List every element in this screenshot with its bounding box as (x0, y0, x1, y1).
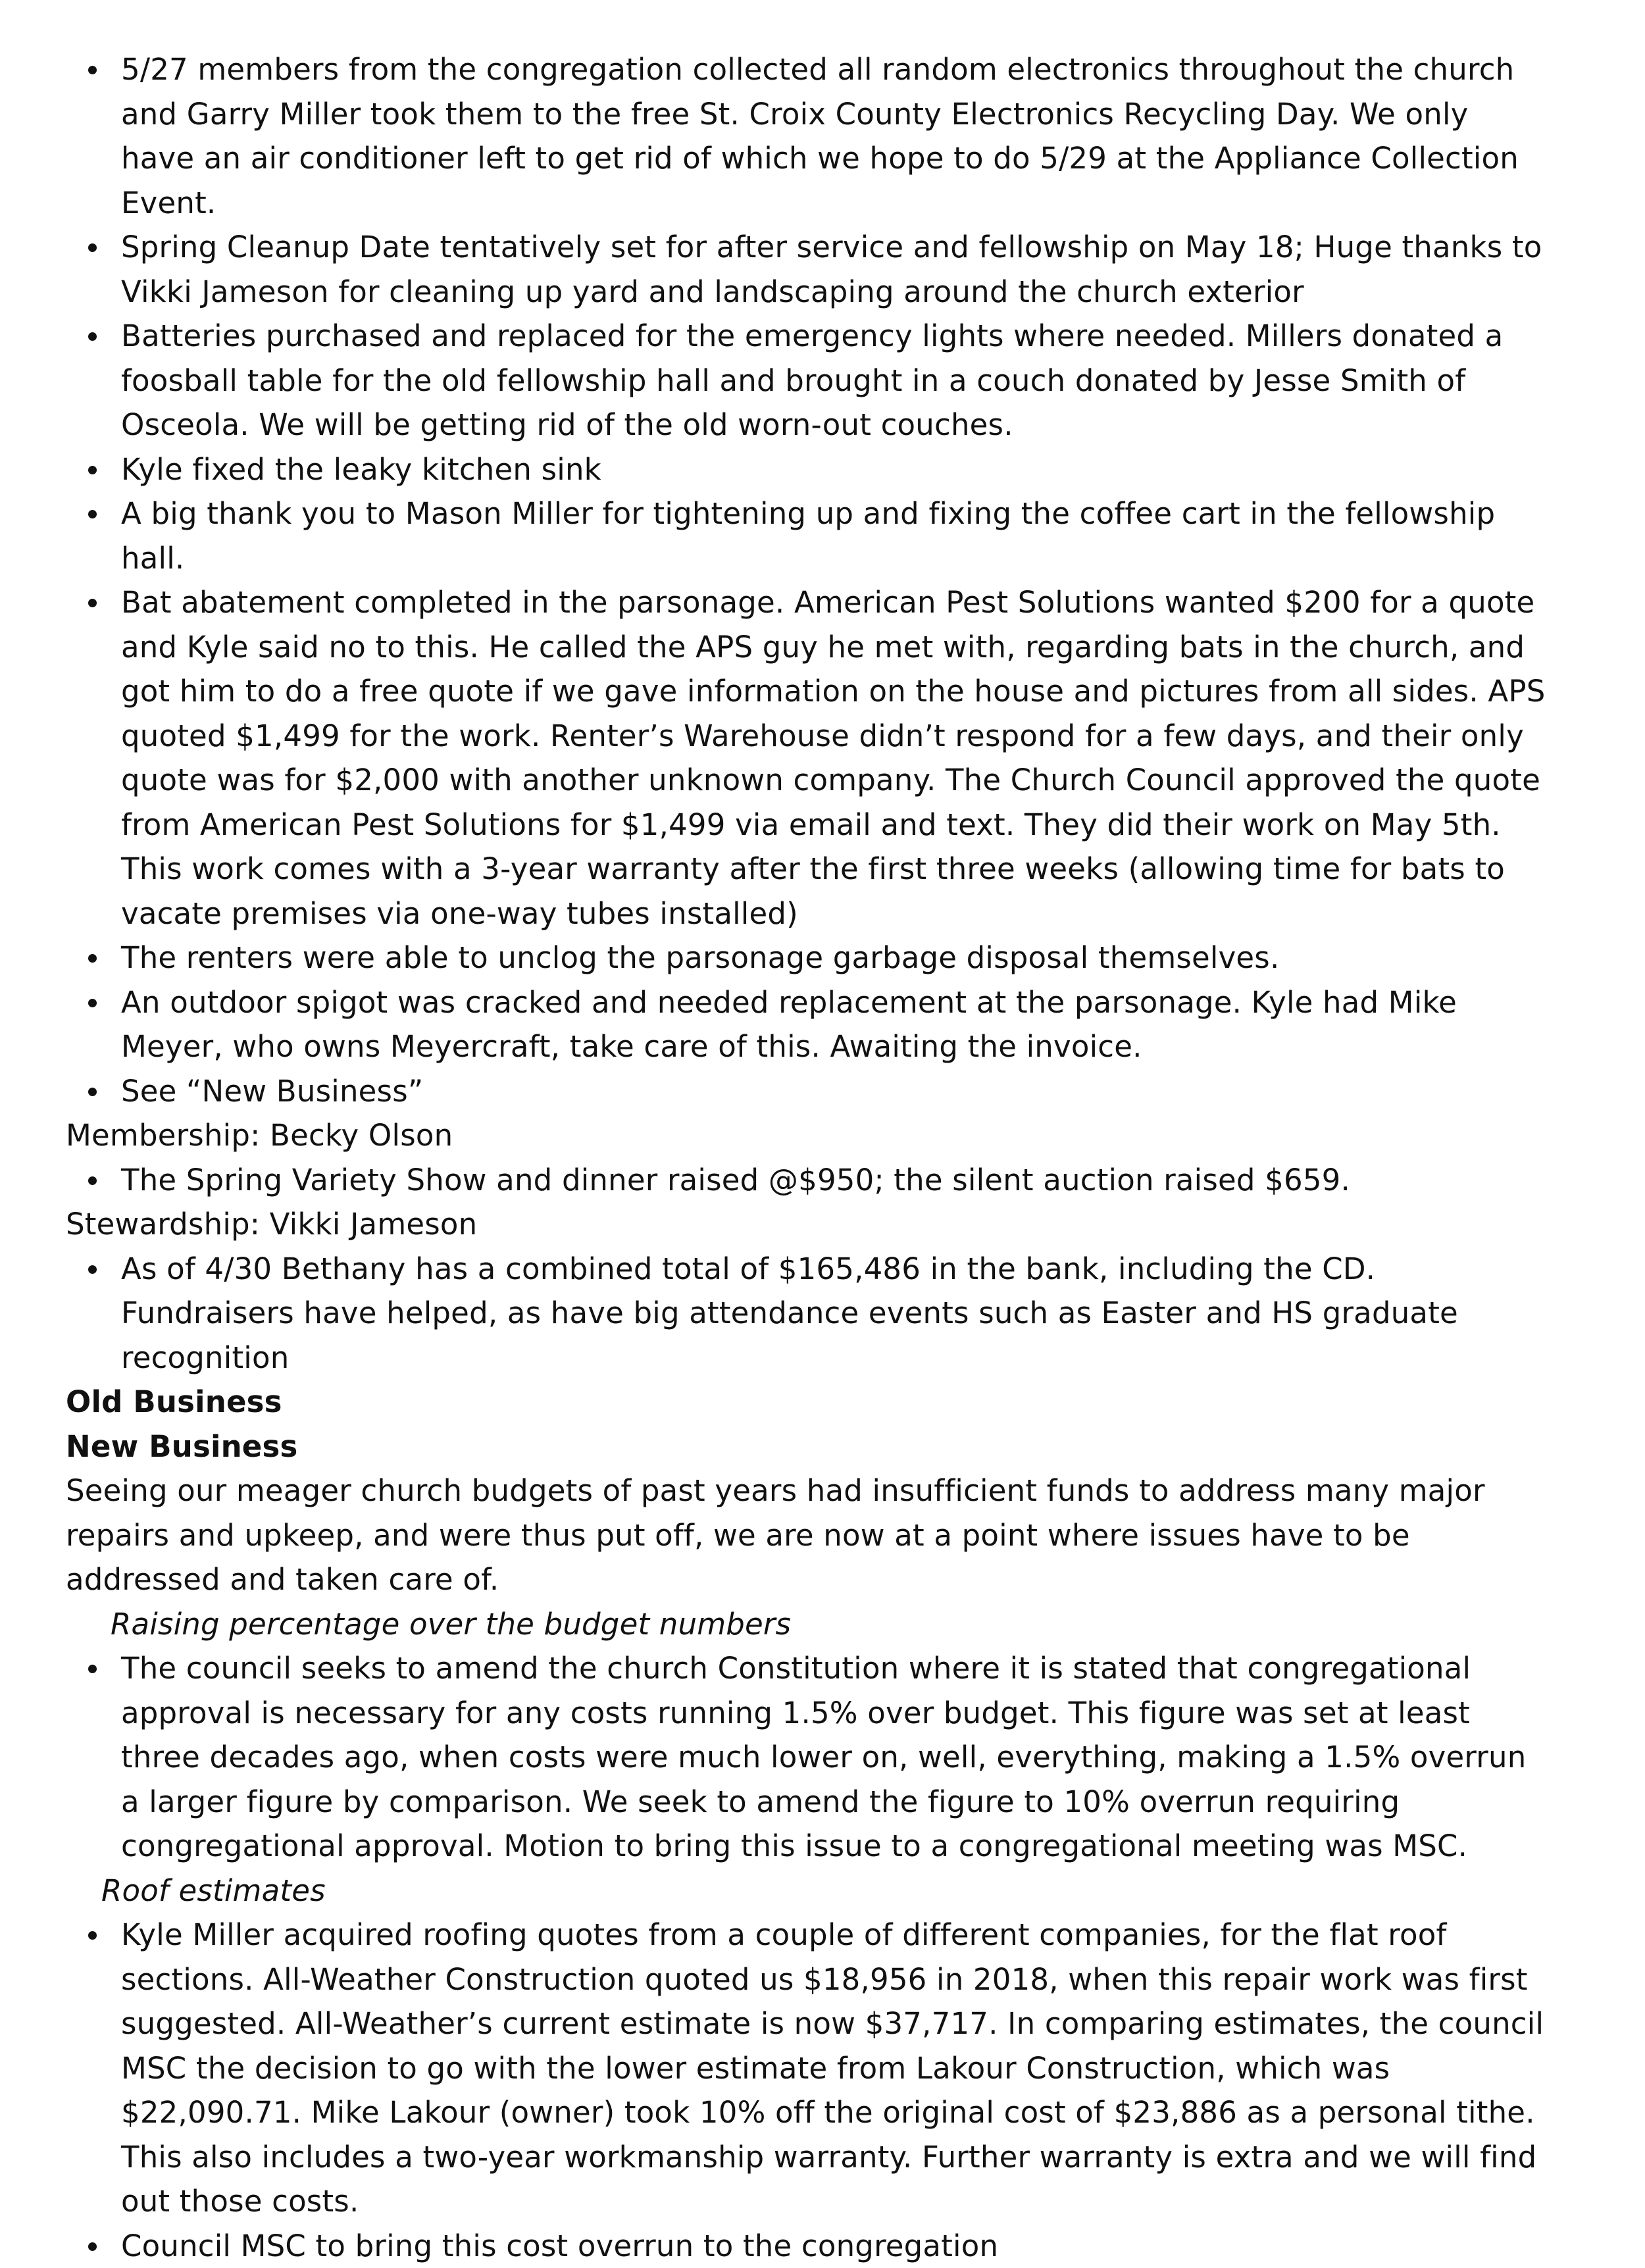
list-item: A big thank you to Mason Miller for tightening up and fixing the coffee cart in the fellowship hall. (66, 491, 1546, 580)
list-item: See “New Business” (66, 1069, 1546, 1114)
meeting-minutes (66, 47, 1546, 2268)
stewardship-label: Stewardship: Vikki Jameson (66, 1202, 1546, 1247)
old-business-heading: Old Business (66, 1380, 1546, 1424)
membership-label: Membership: Becky Olson (66, 1113, 1546, 1158)
list-item: Batteries purchased and replaced for the emergency lights where needed. Millers donated a foosball table for the old fellowship hall and brought in a couch donated by Jesse Smith of Osceola. We will be getting rid of the old worn-out couches. (66, 314, 1546, 447)
list-item: The renters were able to unclog the parsonage garbage disposal themselves. (66, 936, 1546, 980)
budget-list (66, 1646, 1546, 1869)
roof-subheading: Roof estimates (66, 1869, 1546, 1913)
list-item: The Spring Variety Show and dinner raised @$950; the silent auction raised $659. (66, 1158, 1546, 1203)
new-business-heading: New Business (66, 1424, 1546, 1469)
property-list (66, 47, 1546, 1113)
new-business-intro: Seeing our meager church budgets of past years had insufficient funds to address many major repairs and upkeep, and were thus put off, we are now at a point where issues have to be addressed and taken care of. (66, 1469, 1546, 1602)
budget-subheading: Raising percentage over the budget numbers (66, 1602, 1546, 1647)
list-item: Council MSC to bring this cost overrun to the congregation (66, 2224, 1546, 2268)
list-item: An outdoor spigot was cracked and needed replacement at the parsonage. Kyle had Mike Meyer, who owns Meyercraft, take care of this. Awaiting the invoice. (66, 980, 1546, 1069)
list-item: Spring Cleanup Date tentatively set for after service and fellowship on May 18; Huge thanks to Vikki Jameson for cleaning up yard and landscaping around the church exterior (66, 225, 1546, 314)
list-item: Bat abatement completed in the parsonage. American Pest Solutions wanted $200 for a quote and Kyle said no to this. He called the APS guy he met with, regarding bats in the church, and got him to do a free quote if we gave information on the house and pictures from all sides. APS quoted $1,499 for the work. Renter’s Warehouse didn’t respond for a few days, and their only quote was for $2,000 with another unknown company. The Church Council approved the quote from American Pest Solutions for $1,499 via email and text. They did their work on May 5th. This work comes with a 3-year warranty after the first three weeks (allowing time for bats to vacate premises via one-way tubes installed) (66, 580, 1546, 936)
list-item: Kyle fixed the leaky kitchen sink (66, 447, 1546, 492)
list-item: As of 4/30 Bethany has a combined total of $165,486 in the bank, including the CD. Fundraisers have helped, as have big attendance events such as Easter and HS graduate recognition (66, 1247, 1546, 1380)
list-item: The council seeks to amend the church Constitution where it is stated that congregational approval is necessary for any costs running 1.5% over budget. This figure was set at least three decades ago, when costs were much lower on, well, everything, making a 1.5% overrun a larger figure by comparison. We seek to amend the figure to 10% overrun requiring congregational approval. Motion to bring this issue to a congregational meeting was MSC. (66, 1646, 1546, 1869)
membership-list (66, 1158, 1546, 1203)
list-item: Kyle Miller acquired roofing quotes from a couple of different companies, for the flat roof sections. All-Weather Construction quoted us $18,956 in 2018, when this repair work was first suggested. All-Weather’s current estimate is now $37,717. In comparing estimates, the council MSC the decision to go with the lower estimate from Lakour Construction, which was $22,090.71. Mike Lakour (owner) took 10% off the original cost of $23,886 as a personal tithe. This also includes a two-year workmanship warranty. Further warranty is extra and we will find out those costs. (66, 1913, 1546, 2224)
list-item: 5/27 members from the congregation collected all random electronics throughout the church and Garry Miller took them to the free St. Croix County Electronics Recycling Day. We only have an air conditioner left to get rid of which we hope to do 5/29 at the Appliance Collection Event. (66, 47, 1546, 225)
stewardship-list (66, 1247, 1546, 1380)
roof-list (66, 1913, 1546, 2268)
